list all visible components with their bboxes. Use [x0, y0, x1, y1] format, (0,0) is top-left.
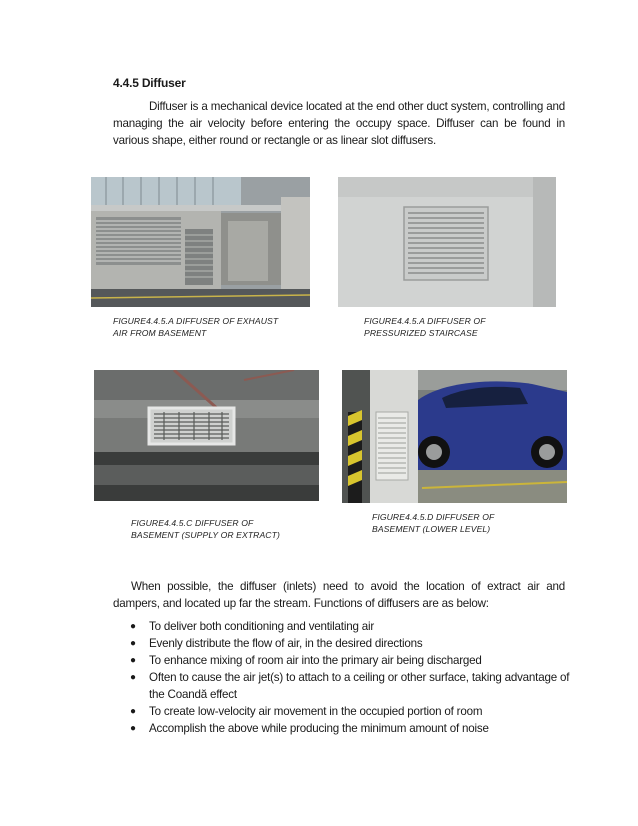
list-item: [113, 652, 573, 669]
functions-list: [113, 618, 573, 737]
intro-paragraph: Diffuser is a mechanical device located at the end other duct system, controlling and managing the air velocity before entering the occupy space. Diffuser can be found in various shape, either round or rectangle or as linear slot diffusers.: [113, 100, 565, 147]
caption-line: BASEMENT (SUPPLY OR EXTRACT): [131, 530, 280, 540]
section-heading: 4.4.5 Diffuser: [113, 76, 186, 90]
figure-photo-basement-duct: [94, 370, 319, 501]
caption-line: FIGURE4.4.5.D DIFFUSER OF: [372, 512, 495, 522]
list-item: [113, 703, 573, 720]
figure-caption-4: [372, 511, 494, 535]
list-item: [113, 618, 573, 635]
list-item-text: To enhance mixing of room air into the primary air being discharged: [149, 654, 482, 667]
list-item: [113, 669, 573, 703]
list-item-text: Often to cause the air jet(s) to attach to a ceiling or other surface, taking advantage of the Coandă effect: [149, 671, 570, 701]
caption-line: PRESSURIZED STAIRCASE: [364, 328, 478, 338]
figure-photo-exhaust-louvre: [91, 177, 310, 307]
list-item-text: To deliver both conditioning and ventilating air: [149, 620, 375, 633]
bullet-icon: ●: [130, 655, 136, 666]
caption-line: FIGURE4.4.5.C DIFFUSER OF: [131, 518, 254, 528]
caption-line: AIR FROM BASEMENT: [113, 328, 207, 338]
figure-caption-3: [131, 517, 280, 541]
figure-caption-2: [364, 315, 486, 339]
list-item-text: To create low-velocity air movement in the occupied portion of room: [149, 705, 483, 718]
figure-caption-1: [113, 315, 278, 339]
list-item-text: Accomplish the above while producing the minimum amount of noise: [149, 722, 489, 735]
bullet-icon: ●: [130, 706, 136, 717]
caption-line: FIGURE4.4.5.A DIFFUSER OF: [364, 316, 486, 326]
bullet-icon: ●: [130, 723, 136, 734]
caption-line: FIGURE4.4.5.A DIFFUSER OF EXHAUST: [113, 316, 279, 326]
bullet-icon: ●: [130, 672, 136, 683]
body-paragraph: When possible, the diffuser (inlets) need to avoid the location of extract air and dampers, and located up far the stream. Functions of diffusers are as below:: [113, 580, 565, 610]
list-item: [113, 720, 573, 737]
caption-line: BASEMENT (LOWER LEVEL): [372, 524, 491, 534]
bullet-icon: ●: [130, 621, 136, 632]
figure-photo-staircase-grille: [338, 177, 556, 307]
figure-photo-basement-lower: [342, 370, 567, 503]
list-item: [113, 635, 573, 652]
list-item-text: Evenly distribute the flow of air, in the desired directions: [149, 637, 423, 650]
bullet-icon: ●: [130, 638, 136, 649]
